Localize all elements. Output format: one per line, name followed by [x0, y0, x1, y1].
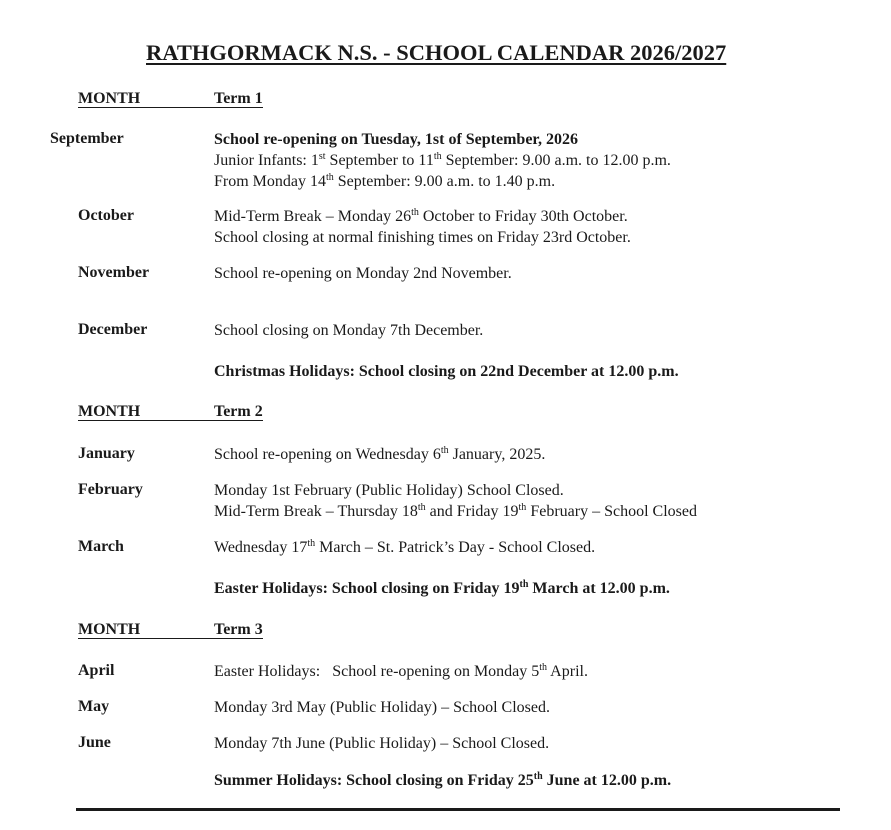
ordinal-suffix: th	[433, 151, 442, 162]
text: Mid-Term Break – Thursday 18	[214, 503, 418, 520]
text: From Monday 14	[214, 173, 326, 190]
holiday-note-summer	[214, 770, 671, 791]
month-october: October	[78, 207, 134, 224]
text: January, 2025.	[448, 446, 546, 463]
entry-line	[214, 733, 549, 754]
entry-line	[214, 263, 512, 284]
term-3-header: Term 3	[214, 621, 263, 638]
month-january: January	[78, 445, 135, 462]
text: School closing on Monday 7th December.	[214, 322, 484, 339]
ordinal-suffix: th	[326, 172, 334, 183]
month-september: September	[50, 130, 124, 147]
column-header-month: MONTH	[78, 403, 214, 421]
text: Wednesday 17	[214, 539, 308, 556]
ordinal-suffix: th	[307, 538, 316, 549]
text: September: 9.00 a.m. to 12.00 p.m.	[441, 152, 671, 169]
text: Monday 3rd May (Public Holiday) – School Closed.	[214, 699, 550, 716]
text: and Friday 19	[425, 503, 519, 520]
entry-line	[214, 320, 483, 341]
text: March – St. Patrick’s Day - School Closed.	[315, 539, 596, 556]
text: Monday 7th June (Public Holiday) – School Closed.	[214, 735, 550, 752]
column-header-month: MONTH	[78, 90, 214, 108]
text: School re-opening on Wednesday 6	[214, 446, 441, 463]
text: Mid-Term Break – Monday 26	[214, 208, 412, 225]
entry-line	[214, 537, 595, 558]
entry-line	[214, 150, 671, 171]
ordinal-suffix: th	[440, 445, 449, 456]
text: February – School Closed	[526, 503, 697, 520]
text: Christmas Holidays: School closing on 22nd December at 12.00 p.m.	[214, 363, 679, 380]
text: School closing at normal finishing times on Friday 23rd October.	[214, 229, 631, 246]
entry-line	[214, 444, 545, 465]
entry-line	[214, 661, 588, 682]
entry-line	[214, 501, 697, 522]
text: October to Friday 30th October.	[418, 208, 628, 225]
text: June at 12.00 p.m.	[542, 772, 672, 789]
text: Easter Holidays: School re-opening on Monday 5	[214, 663, 540, 680]
month-december: December	[78, 321, 148, 338]
ordinal-suffix: th	[518, 502, 527, 513]
ordinal-suffix: th	[533, 771, 543, 782]
text: March at 12.00 p.m.	[528, 580, 670, 597]
month-february: February	[78, 481, 143, 498]
ordinal-suffix: th	[519, 579, 529, 590]
bottom-divider	[76, 808, 840, 811]
ordinal-suffix: th	[411, 207, 419, 218]
holiday-note-easter	[214, 578, 670, 599]
holiday-note-christmas	[214, 361, 679, 382]
month-april: April	[78, 662, 115, 679]
entry-line	[214, 227, 631, 248]
page-title: RATHGORMACK N.S. - SCHOOL CALENDAR 2026/2027	[146, 40, 727, 65]
text: Monday 1st February (Public Holiday) School Closed.	[214, 482, 564, 499]
ordinal-suffix: st	[318, 151, 326, 162]
month-june: June	[78, 734, 111, 751]
text: School re-opening on Monday 2nd November.	[214, 265, 512, 282]
term-1-header: Term 1	[214, 90, 263, 107]
text: April.	[547, 663, 588, 680]
entry-line	[214, 206, 628, 227]
text: Summer Holidays: School closing on Friday 25	[214, 772, 534, 789]
text: School re-opening on Tuesday, 1st of September, 2026	[214, 131, 579, 148]
month-may: May	[78, 698, 110, 715]
term-2-header: Term 2	[214, 403, 263, 420]
entry-line	[214, 697, 550, 718]
ordinal-suffix: th	[417, 502, 426, 513]
text: September to 11	[325, 152, 434, 169]
column-header-month: MONTH	[78, 621, 214, 639]
month-march: March	[78, 538, 124, 555]
text: September: 9.00 a.m. to 1.40 p.m.	[333, 173, 556, 190]
text: Junior Infants: 1	[214, 152, 319, 169]
entry-line	[214, 129, 578, 150]
month-november: November	[78, 264, 150, 281]
text: Easter Holidays: School closing on Friday 19	[214, 580, 520, 597]
entry-line	[214, 171, 555, 192]
ordinal-suffix: th	[539, 662, 548, 673]
entry-line	[214, 480, 564, 501]
